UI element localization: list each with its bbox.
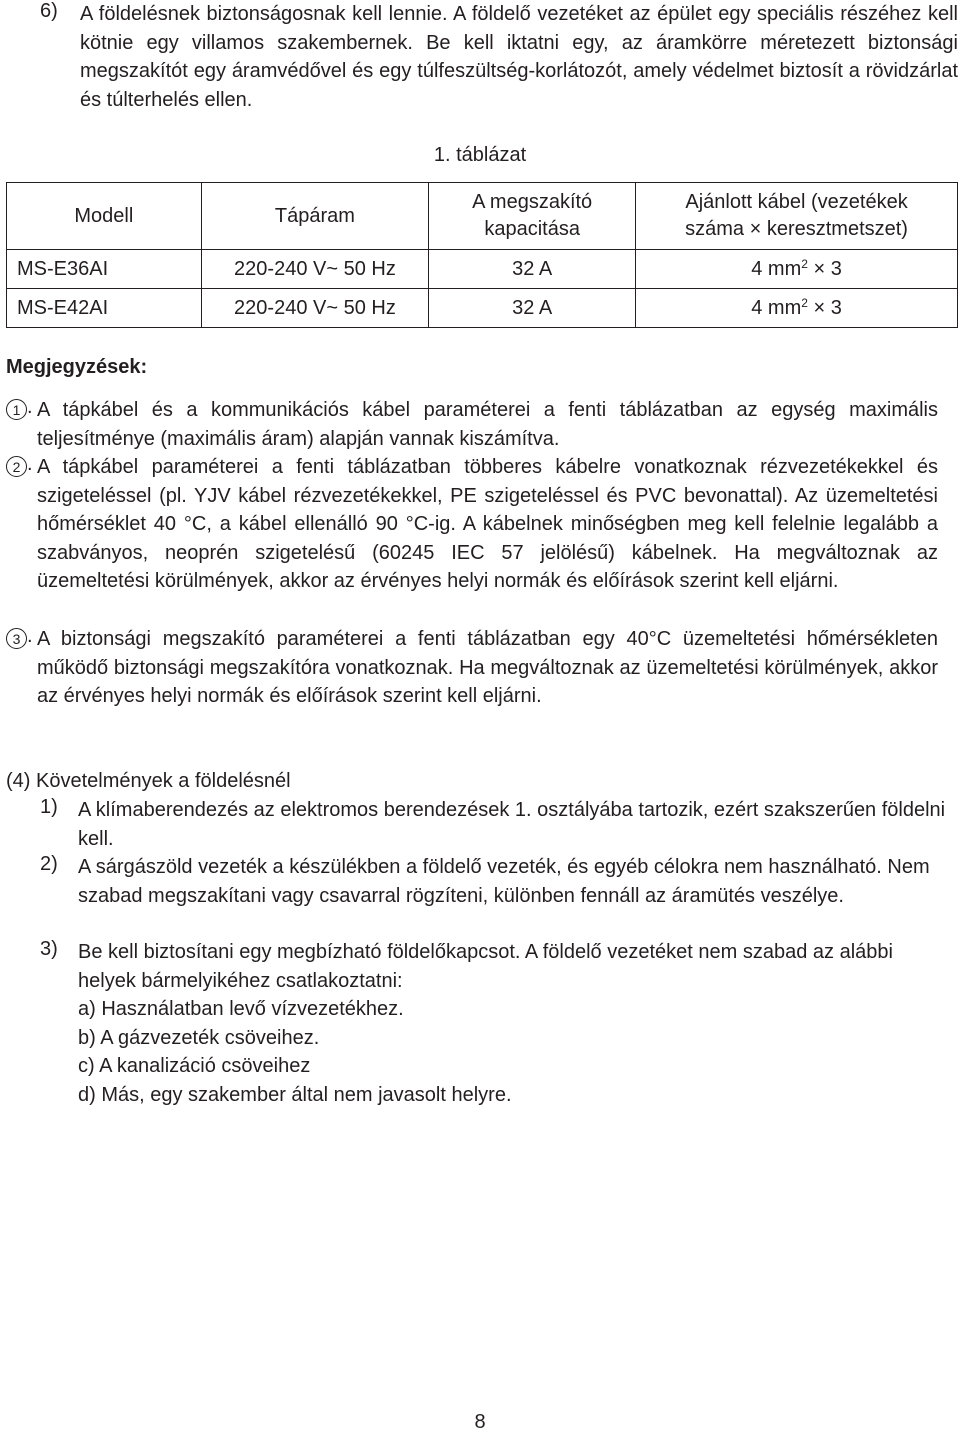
cell-breaker: 32 A	[429, 250, 636, 289]
requirement-item-3	[40, 938, 950, 1109]
item-text: Be kell biztosítani egy megbízható földelőkapcsot. A földelő vezetéket nem szabad az alábbi helyek bármelyikéhez csatlakoztatni:	[78, 941, 893, 992]
header-breaker-text: A megszakító kapacitása	[472, 191, 593, 240]
spec-table	[6, 182, 958, 328]
header-cable	[636, 183, 958, 250]
cable-size: 4 mm	[751, 296, 802, 319]
table-header-row	[7, 183, 958, 250]
note-2: 2 . A tápkábel paraméterei a fenti táblázatban többeres kábelre vonatkoznak rézvezetékekkel és szigeteléssel (pl. YJV kábel rézvezetékekkel, PE szigeteléssel és PVC bevonattal). Az üzemeltetési hőmérséklet 40 °C, a kábel ellenálló 90 °C-ig. A kábelnek minőségben meg kell felelnie legalább a szabványos, neoprén szigetelésű (60245 IEC 57 jelölésű) kábelnek. Ha megváltoznak az üzemeltetési körülmények, akkor az érvényes helyi normák és előírások szerint kell eljárni.	[6, 453, 938, 596]
item-number: 1)	[40, 796, 58, 818]
circled-number-icon: 1	[6, 399, 27, 420]
cell-cable	[636, 250, 958, 289]
header-cable-text: Ajánlott kábel (vezetékek száma × keresztmetszet)	[685, 191, 908, 240]
cable-exponent: 2	[801, 295, 808, 310]
section-heading: (4) Követelmények a földelésnél	[6, 770, 291, 792]
sub-item: b) A gázvezeték csöveihez.	[78, 1026, 320, 1049]
note-3: 3 . A biztonsági megszakító paraméterei a fenti táblázatban egy 40°C üzemeltetési hőmérsékleten működő biztonsági megszakítóra vonatkoznak. Ha megváltoznak az üzemeltetési körülmények, akkor az érvényes helyi normák és előírások szerint kell eljárni.	[6, 625, 938, 711]
item-text: A sárgászöld vezeték a készülékben a földelő vezeték, és egyéb célokra nem használható. Nem szabad megszakítani vagy csavarral rögzíteni, különben fennáll az áramütés veszélye.	[78, 856, 930, 907]
note-text: A tápkábel és a kommunikációs kábel paraméterei a fenti táblázatban az egység maximális teljesítménye (maximális áram) alapján vannak kiszámítva.	[37, 399, 938, 450]
cable-exponent: 2	[801, 256, 808, 271]
cell-model: MS-E42AI	[7, 289, 202, 328]
note-text: A biztonsági megszakító paraméterei a fenti táblázatban egy 40°C üzemeltetési hőmérsékleten működő biztonsági megszakítóra vonatkoznak. Ha megváltoznak az üzemeltetési körülmények, akkor az érvényes helyi normák és előírások szerint kell eljárni.	[37, 628, 938, 707]
table-caption: 1. táblázat	[433, 144, 527, 166]
intro-item-6	[40, 0, 958, 114]
item-text: A földelésnek biztonságosnak kell lennie. A földelő vezetéket az épület egy speciális részéhez kell kötnie egy villamos szakembernek. Be kell iktatni egy, az áramkörre méretezett biztonsági megszakítót egy áramvédővel és egy túlfeszültség-korlátozót, amely védelmet biztosít a rövidzárlat és túlterhelés ellen.	[80, 3, 958, 111]
sub-item: c) A kanalizáció csöveihez	[78, 1055, 311, 1077]
cable-count: × 3	[807, 296, 842, 319]
sub-item: a) Használatban levő vízvezetékhez.	[78, 998, 404, 1020]
item-number: 6)	[40, 0, 58, 22]
cable-count: × 3	[807, 257, 842, 280]
circled-number-icon: 3	[6, 628, 27, 649]
table-row	[7, 250, 958, 289]
item-number: 3)	[40, 938, 58, 960]
cell-model: MS-E36AI	[7, 250, 202, 289]
circled-number-icon: 2	[6, 456, 27, 477]
cell-power: 220-240 V~ 50 Hz	[201, 250, 429, 289]
item-number: 2)	[40, 853, 58, 875]
note-1: 1 . A tápkábel és a kommunikációs kábel paraméterei a fenti táblázatban az egység maximális teljesítménye (maximális áram) alapján vannak kiszámítva.	[6, 396, 938, 453]
notes-heading: Megjegyzések:	[6, 356, 148, 378]
cell-breaker: 32 A	[429, 289, 636, 328]
sub-item: d) Más, egy szakember által nem javasolt helyre.	[78, 1083, 512, 1106]
item-text: A klímaberendezés az elektromos berendezések 1. osztályába tartozik, ezért szakszerűen földelni kell.	[78, 799, 946, 850]
header-model: Modell	[7, 183, 202, 250]
page-number: 8	[474, 1411, 486, 1433]
requirement-item-2	[40, 853, 950, 910]
header-power: Tápáram	[201, 183, 429, 250]
requirement-item-1	[40, 796, 950, 853]
header-breaker	[429, 183, 636, 250]
cable-size: 4 mm	[751, 257, 802, 280]
table-row	[7, 289, 958, 328]
note-text: A tápkábel paraméterei a fenti táblázatban többeres kábelre vonatkoznak rézvezetékekkel és szigeteléssel (pl. YJV kábel rézvezetékekkel, PE szigeteléssel és PVC bevonattal). Az üzemeltetési hőmérséklet 40 °C, a kábel ellenálló 90 °C-ig. A kábelnek minőségben meg kell felelnie legalább a szabványos, neoprén szigetelésű (60245 IEC 57 jelölésű) kábelnek. Ha megváltoznak az üzemeltetési körülmények, akkor az érvényes helyi normák és előírások szerint kell eljárni.	[37, 456, 938, 592]
cell-power: 220-240 V~ 50 Hz	[201, 289, 429, 328]
cell-cable	[636, 289, 958, 328]
